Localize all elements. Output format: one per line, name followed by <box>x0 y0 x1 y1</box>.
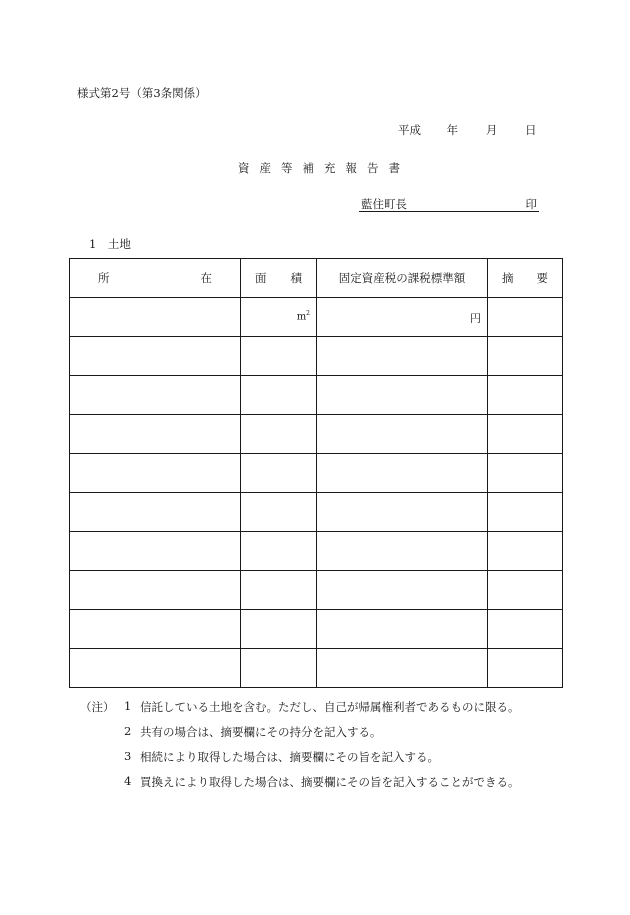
cell-tax-base[interactable] <box>317 454 488 493</box>
header-summary: 摘 要 <box>488 259 563 298</box>
date-era: 平成 <box>398 123 421 137</box>
cell-tax-base[interactable] <box>317 532 488 571</box>
section-heading: 1 土地 <box>89 237 131 251</box>
cell-tax-base[interactable] <box>317 493 488 532</box>
cell-summary[interactable] <box>488 571 563 610</box>
cell-area[interactable] <box>241 454 317 493</box>
cell-area[interactable] <box>241 571 317 610</box>
cell-location[interactable] <box>70 415 241 454</box>
table-row <box>70 376 563 415</box>
cell-area[interactable] <box>241 337 317 376</box>
cell-tax-base[interactable] <box>317 376 488 415</box>
table-row <box>70 454 563 493</box>
cell-summary[interactable] <box>488 532 563 571</box>
cell-summary[interactable] <box>488 298 563 337</box>
cell-area[interactable] <box>241 610 317 649</box>
cell-location[interactable] <box>70 649 241 688</box>
cell-summary[interactable] <box>488 376 563 415</box>
date-day: 日 <box>524 123 537 137</box>
cell-tax-base[interactable] <box>317 298 488 337</box>
cell-tax-base[interactable] <box>317 337 488 376</box>
table-row <box>70 415 563 454</box>
addressee-line <box>359 196 539 212</box>
date-line <box>398 122 536 138</box>
seal-mark: 印 <box>525 197 537 211</box>
cell-location[interactable] <box>70 454 241 493</box>
cell-location[interactable] <box>70 337 241 376</box>
cell-tax-base[interactable] <box>317 415 488 454</box>
table-row <box>70 571 563 610</box>
cell-area[interactable] <box>241 532 317 571</box>
area-unit: $m^2$ <box>296 310 310 323</box>
cell-summary[interactable] <box>488 610 563 649</box>
cell-tax-base[interactable] <box>317 649 488 688</box>
table-row <box>70 649 563 688</box>
cell-summary[interactable] <box>488 454 563 493</box>
header-area: 面 積 <box>241 259 317 298</box>
table-row <box>70 493 563 532</box>
table-header-row <box>70 259 563 298</box>
cell-area[interactable] <box>241 493 317 532</box>
yen-unit: 円 <box>470 312 481 325</box>
table-row <box>70 532 563 571</box>
cell-tax-base[interactable] <box>317 571 488 610</box>
notes-label: （注） <box>80 700 115 714</box>
cell-area[interactable] <box>241 376 317 415</box>
cell-location[interactable] <box>70 376 241 415</box>
date-month: 月 <box>485 123 498 137</box>
cell-summary[interactable] <box>488 649 563 688</box>
cell-summary[interactable] <box>488 493 563 532</box>
cell-location[interactable] <box>70 493 241 532</box>
cell-location[interactable] <box>70 571 241 610</box>
cell-location[interactable] <box>70 610 241 649</box>
cell-summary[interactable] <box>488 337 563 376</box>
document-title: 資産等補充報告書 <box>238 161 410 175</box>
cell-area[interactable] <box>241 649 317 688</box>
land-table <box>69 258 563 688</box>
form-number: 様式第2号（第3条関係） <box>77 86 207 100</box>
cell-location[interactable] <box>70 532 241 571</box>
cell-area[interactable] <box>241 415 317 454</box>
table-row <box>70 610 563 649</box>
table-row <box>70 337 563 376</box>
cell-area[interactable] <box>241 298 317 337</box>
cell-location[interactable] <box>70 298 241 337</box>
cell-tax-base[interactable] <box>317 610 488 649</box>
header-location: 所 在 <box>70 259 241 298</box>
table-row <box>70 298 563 337</box>
header-tax-base: 固定資産税の課税標準額 <box>317 259 488 298</box>
addressee-name: 藍住町長 <box>361 197 407 211</box>
date-year: 年 <box>446 123 459 137</box>
cell-summary[interactable] <box>488 415 563 454</box>
